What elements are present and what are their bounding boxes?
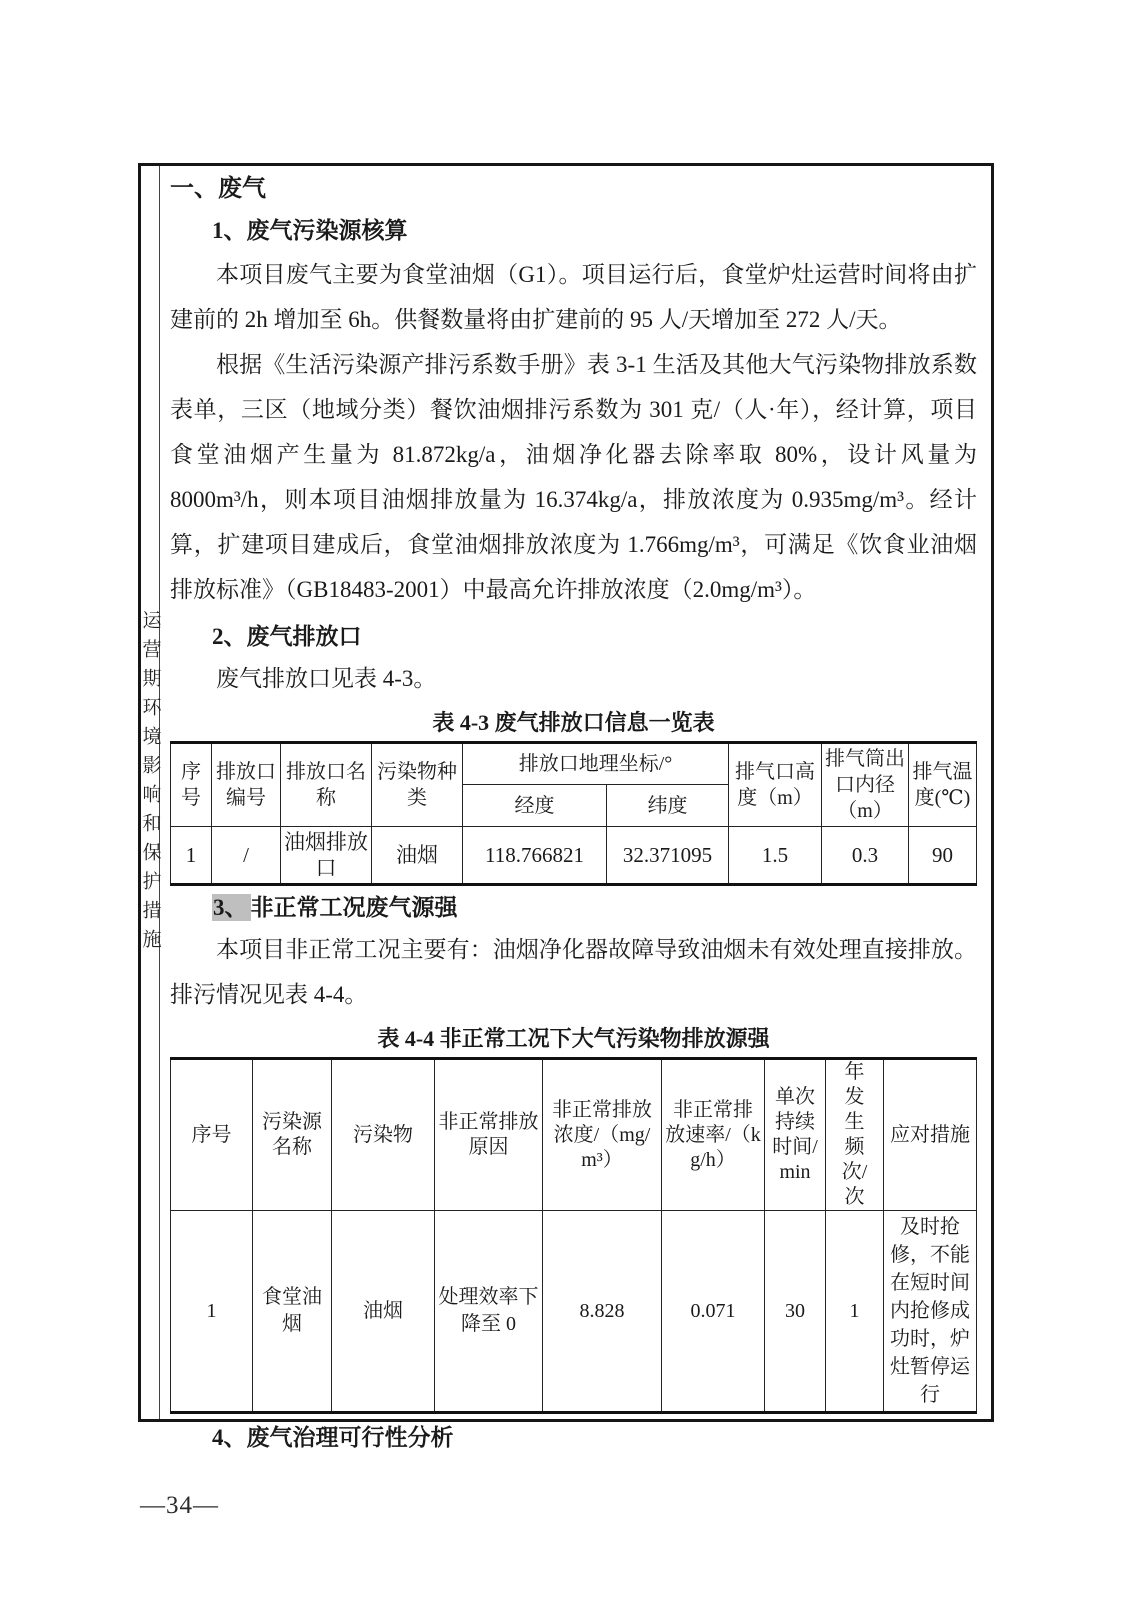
header-outlet-height: 排气口高度（m） [729, 743, 822, 827]
header-abnormal-cause: 非正常排放原因 [435, 1059, 543, 1211]
cell-latitude: 32.371095 [607, 827, 729, 885]
table-4-3-data-row [171, 827, 977, 885]
header-outlet-name: 排放口名称 [281, 743, 372, 827]
cell-outlet-no: / [212, 827, 281, 885]
section-heading-waste-gas: 一、废气 [170, 176, 266, 202]
table-4-3-header-row-1 [171, 743, 977, 785]
table-4-4-header-row [171, 1059, 977, 1211]
cell-abnormal-concentration: 8.828 [543, 1211, 662, 1413]
chapter-side-strip [141, 166, 160, 1419]
document-content [160, 166, 993, 1450]
cell-duration: 30 [765, 1211, 826, 1413]
cell-exhaust-temp: 90 [909, 827, 977, 885]
document-page-frame [138, 163, 994, 1450]
header-source-name: 污染源名称 [253, 1059, 332, 1211]
highlighted-heading-number: 3、 [212, 894, 251, 921]
cell-index: 1 [171, 827, 212, 885]
header-coords: 排放口地理坐标/° [463, 743, 729, 785]
header-pollutant: 污染物 [332, 1059, 435, 1211]
paragraph-see-table-4-3: 废气排放口见表 4-3。 [216, 666, 437, 691]
chapter-vertical-label: 运营期环境影响和保护措施 [139, 610, 161, 958]
header-abnormal-rate: 非正常排放速率/（kg/h） [662, 1059, 765, 1211]
cell-outlet-height: 1.5 [729, 827, 822, 885]
subsection-1-heading: 1、废气污染源核算 [212, 218, 408, 243]
cell-pollutant: 油烟 [332, 1211, 435, 1413]
cell-index: 1 [171, 1211, 253, 1413]
header-annual-frequency: 年发生频次/次 [826, 1059, 884, 1211]
table-4-4-data-row [171, 1211, 977, 1413]
cell-source-name: 食堂油烟 [253, 1211, 332, 1413]
cell-annual-frequency: 1 [826, 1211, 884, 1413]
cell-pollutant-type: 油烟 [372, 827, 463, 885]
header-index: 序号 [171, 1059, 253, 1211]
subsection-3-heading-text: 非正常工况废气源强 [250, 895, 458, 920]
paragraph-abnormal-condition: 本项目非正常工况主要有：油烟净化器故障导致油烟未有效处理直接排放。排污情况见表 4-4。 [170, 937, 977, 1007]
paragraph-coefficient-calc: 根据《生活污染源产排污系数手册》表 3-1 生活及其他大气污染物排放系数表单，三区（地域分类）餐饮油烟排污系数为 301 克/（人·年），经计算，项目食堂油烟产生量为 81.872kg/a，油烟净化器去除率取 80%，设计风量为 8000m³/h，则本项目油烟排放量为 16.374kg/a，排放浓度为 0.935mg/m³。经计算，扩建项目建成后，食堂油烟排放浓度为 1.766mg/m³，可满足《饮食业油烟排放标准》（GB18483-2001）中最高允许排放浓度（2.0mg/m³）。 [170, 352, 977, 602]
header-latitude: 纬度 [607, 785, 729, 827]
paragraph-project-waste-gas: 本项目废气主要为食堂油烟（G1）。项目运行后，食堂炉灶运营时间将由扩建前的 2h 增加至 6h。供餐数量将由扩建前的 95 人/天增加至 272 人/天。 [170, 262, 977, 332]
header-index: 序号 [171, 743, 212, 827]
subsection-3-heading [212, 891, 977, 925]
cell-longitude: 118.766821 [463, 827, 607, 885]
header-outlet-diameter: 排气筒出口内径（m） [822, 743, 909, 827]
subsection-4-heading: 4、废气治理可行性分析 [212, 1425, 454, 1450]
page-number: —34— [140, 1492, 219, 1519]
cell-outlet-name: 油烟排放口 [281, 827, 372, 885]
cell-abnormal-cause: 处理效率下降至 0 [435, 1211, 543, 1413]
header-duration: 单次持续时间/min [765, 1059, 826, 1211]
cell-abnormal-rate: 0.071 [662, 1211, 765, 1413]
table-4-3 [170, 741, 977, 886]
header-abnormal-concentration: 非正常排放浓度/（mg/m³） [543, 1059, 662, 1211]
table-4-3-caption: 表 4-3 废气排放口信息一览表 [432, 710, 715, 735]
table-4-4-caption: 表 4-4 非正常工况下大气污染物排放源强 [377, 1026, 770, 1051]
header-longitude: 经度 [463, 785, 607, 827]
header-exhaust-temp: 排气温度(℃) [909, 743, 977, 827]
table-4-4 [170, 1057, 977, 1414]
cell-outlet-diameter: 0.3 [822, 827, 909, 885]
cell-measures: 及时抢修，不能在短时间内抢修成功时，炉灶暂停运行 [884, 1211, 977, 1413]
header-measures: 应对措施 [884, 1059, 977, 1211]
subsection-2-heading: 2、废气排放口 [212, 624, 362, 649]
header-outlet-no: 排放口编号 [212, 743, 281, 827]
header-pollutant-type: 污染物种类 [372, 743, 463, 827]
